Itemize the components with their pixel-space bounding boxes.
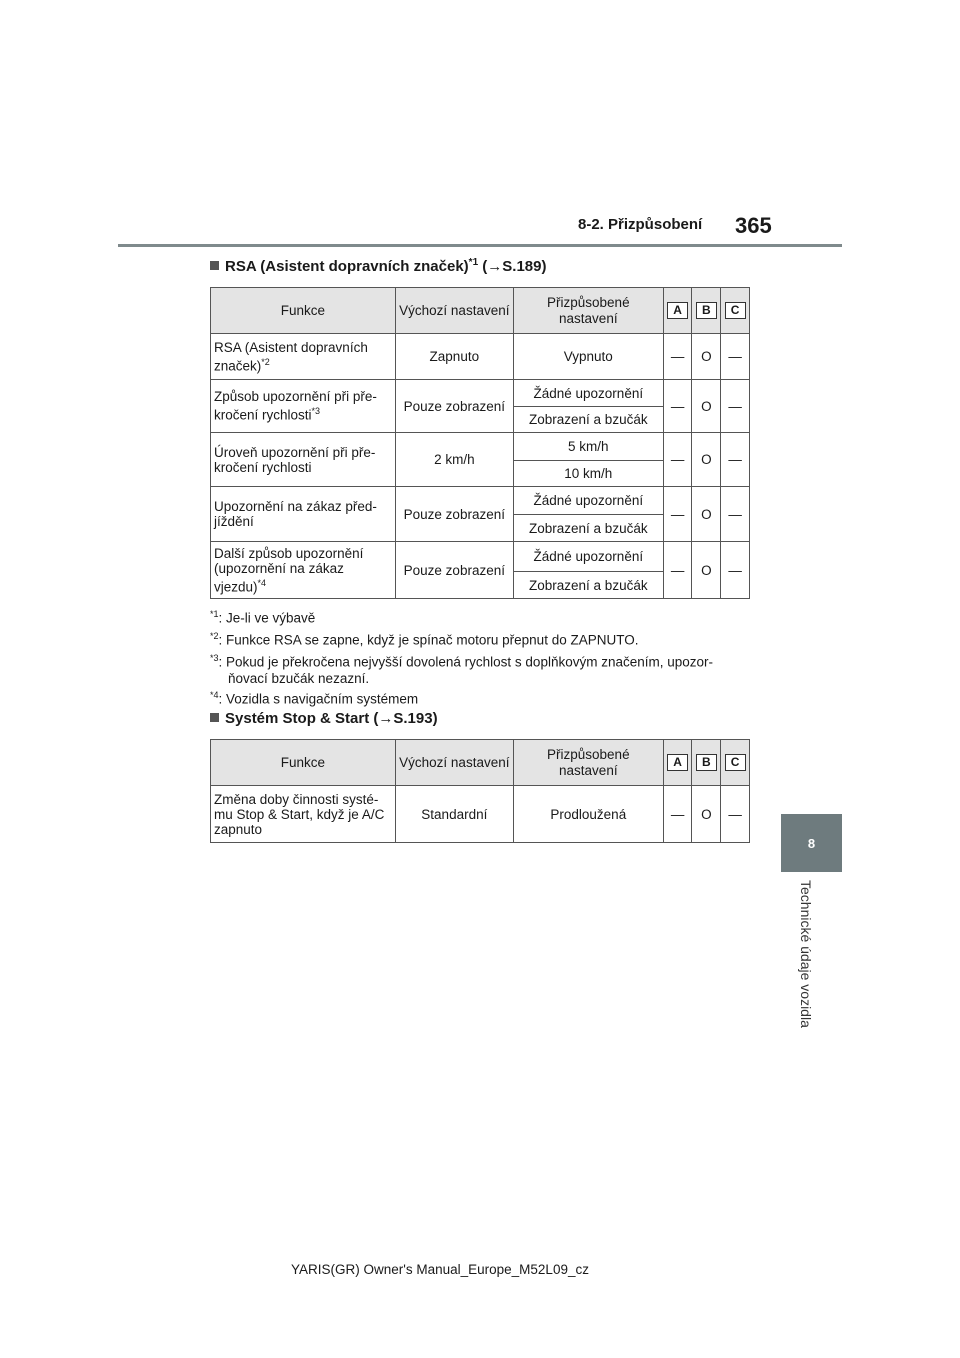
row-b: O <box>692 334 721 380</box>
col-funkce: Funkce <box>211 288 396 334</box>
row-option: 10 km/h <box>513 461 663 487</box>
table-row <box>211 786 750 843</box>
rsa-table <box>210 287 750 599</box>
row-a: — <box>663 433 692 487</box>
row-b: O <box>692 380 721 433</box>
row-vychozi: 2 km/h <box>395 433 513 487</box>
row-c: — <box>721 433 750 487</box>
col-prizpusobene: Přizpůsobené nastavení <box>513 288 663 334</box>
row-c: — <box>721 380 750 433</box>
letter-b-icon: B <box>696 302 717 319</box>
bullet-square-icon <box>210 713 219 722</box>
section1-title: RSA (Asistent dopravních značek) <box>225 258 469 275</box>
row-funkce: Upozornění na zákaz předjíždění <box>211 487 396 542</box>
page-number: 365 <box>735 213 772 238</box>
row-vychozi: Standardní <box>395 786 513 843</box>
table-row <box>211 334 750 380</box>
table-row <box>211 487 750 515</box>
col-a <box>663 740 692 786</box>
letter-a-icon: A <box>667 302 688 319</box>
section1-ref: (→S.189) <box>482 258 547 275</box>
letter-c-icon: C <box>725 302 746 319</box>
row-c: — <box>721 334 750 380</box>
row-vychozi: Pouze zobrazení <box>395 542 513 599</box>
col-c <box>721 288 750 334</box>
chapter-number: 8 <box>807 835 816 851</box>
row-vychozi: Pouze zobrazení <box>395 380 513 433</box>
row-option: 5 km/h <box>513 433 663 461</box>
row-a: — <box>663 487 692 542</box>
row-a: — <box>663 334 692 380</box>
row-funkce: RSA (Asistent dopravních značek)$^{*2}$ <box>211 334 396 380</box>
row-a: — <box>663 380 692 433</box>
footnote: $^{*3}$: Pokud je překročena nejvyšší dovolená rychlost s doplňkovým značením, upozor- ňovací bzučák nezazní. <box>210 653 714 686</box>
row-funkce: Další způsob upozornění (upozornění na zákaz vjezdu)$^{*4}$ <box>211 542 396 599</box>
section1-sup: *1 <box>468 257 479 268</box>
chapter-label: Technické údaje vozidla <box>798 880 814 1028</box>
footnote: $^{*1}$: Je-li ve výbavě <box>210 609 316 626</box>
letter-b-icon: B <box>696 754 717 771</box>
row-b: O <box>692 487 721 542</box>
col-prizpusobene: Přizpůsobené nastavení <box>513 740 663 786</box>
row-option: Zobrazení a bzučák <box>513 572 663 599</box>
footnote: $^{*2}$: Funkce RSA se zapne, když je spínač motoru přepnut do ZAPNUTO. <box>210 631 639 648</box>
row-c: — <box>721 786 750 843</box>
table-row <box>211 542 750 572</box>
col-vychozi: Výchozí nastavení <box>395 740 513 786</box>
col-a <box>663 288 692 334</box>
chapter-tab <box>781 814 842 872</box>
row-c: — <box>721 542 750 599</box>
row-b: O <box>692 542 721 599</box>
header-rule <box>118 244 842 247</box>
row-option: Žádné upozornění <box>513 380 663 407</box>
row-option: Zobrazení a bzučák <box>513 515 663 542</box>
row-option: Prodloužená <box>513 786 663 843</box>
footnote: $^{*4}$: Vozidla s navigačním systémem <box>210 690 419 707</box>
row-b: O <box>692 786 721 843</box>
section2-ref: (→S.193) <box>373 710 438 727</box>
footer-text: YARIS(GR) Owner's Manual_Europe_M52L09_cz <box>291 1262 589 1277</box>
col-c <box>721 740 750 786</box>
col-vychozi: Výchozí nastavení <box>395 288 513 334</box>
row-vychozi: Pouze zobrazení <box>395 487 513 542</box>
row-option: Žádné upozornění <box>513 487 663 515</box>
row-option: Zobrazení a bzučák <box>513 407 663 433</box>
table-row <box>211 433 750 461</box>
letter-a-icon: A <box>667 754 688 771</box>
row-c: — <box>721 487 750 542</box>
col-b <box>692 740 721 786</box>
row-funkce: Způsob upozornění při překročení rychlosti$^{*3}$ <box>211 380 396 433</box>
stop-start-table <box>210 739 750 843</box>
row-a: — <box>663 542 692 599</box>
row-funkce: Změna doby činnosti systému Stop & Start, když je A/C zapnuto <box>211 786 396 843</box>
section1-heading <box>210 257 547 275</box>
bullet-square-icon <box>210 261 219 270</box>
row-option: Vypnuto <box>513 334 663 380</box>
letter-c-icon: C <box>725 754 746 771</box>
col-funkce: Funkce <box>211 740 396 786</box>
section2-title: Systém Stop & Start <box>225 710 370 727</box>
section2-heading <box>210 710 438 727</box>
row-option: Žádné upozornění <box>513 542 663 572</box>
section-header: 8-2. Přizpůsobení <box>578 216 703 233</box>
table-row <box>211 380 750 407</box>
col-b <box>692 288 721 334</box>
row-vychozi: Zapnuto <box>395 334 513 380</box>
row-a: — <box>663 786 692 843</box>
row-b: O <box>692 433 721 487</box>
row-funkce: Úroveň upozornění při překročení rychlosti <box>211 433 396 487</box>
